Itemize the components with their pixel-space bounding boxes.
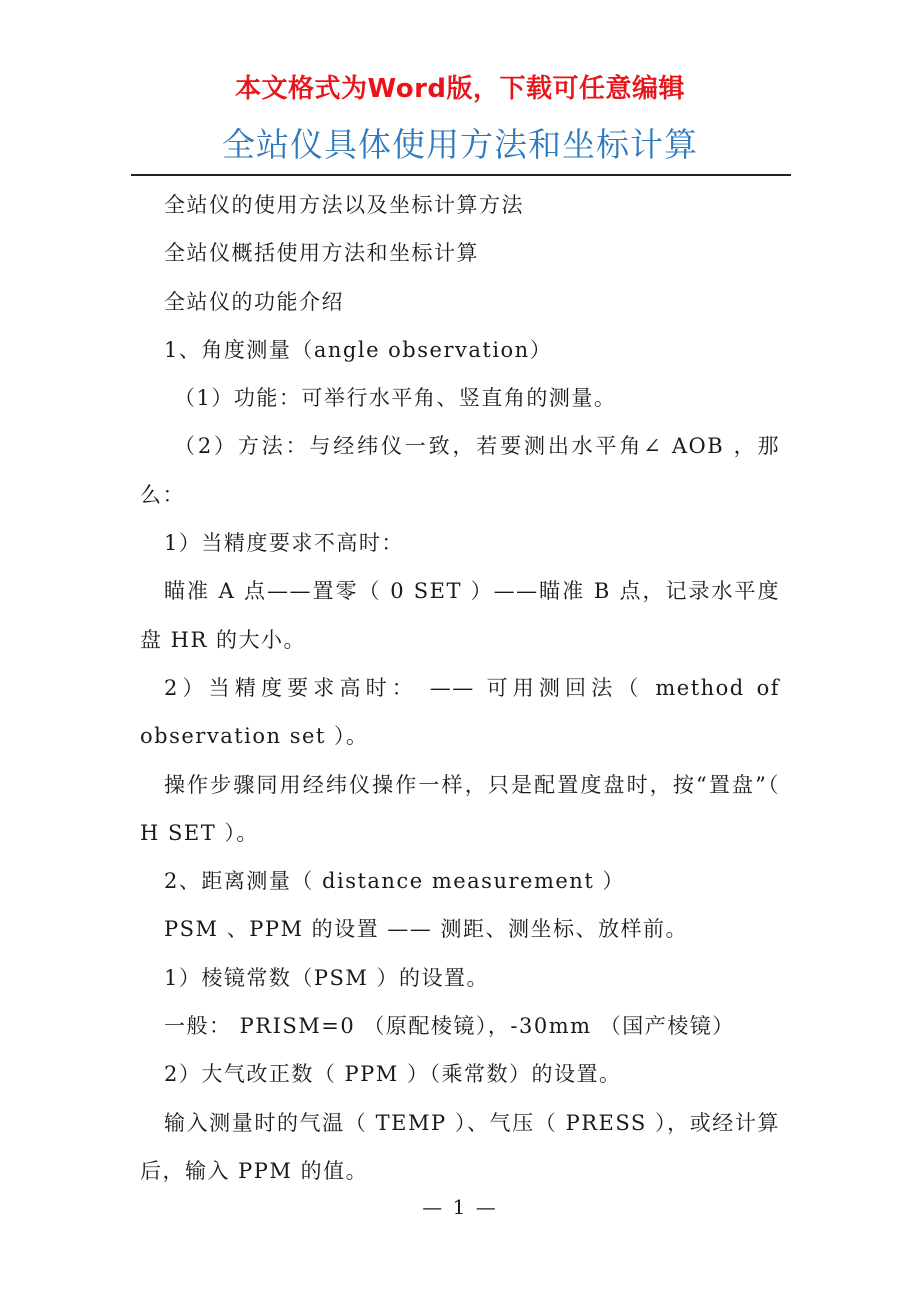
document-body <box>140 181 780 1195</box>
paragraph: （1）功能：可举行水平角、竖直角的测量。 <box>174 386 617 411</box>
paragraph: 1）当精度要求不高时： <box>164 531 404 556</box>
title-rule <box>131 174 791 176</box>
paragraph: 2）当精度要求高时： —— 可用测回法（ method of observation set ）。 <box>140 675 780 749</box>
paragraph: （2）方法：与经纬仪一致，若要测出水平角∠ AOB ，那么： <box>140 434 780 507</box>
section-heading-distance: 2、距离测量（ distance measurement ） <box>164 869 625 894</box>
paragraph: 全站仪概括使用方法和坐标计算 <box>164 241 479 266</box>
paragraph: 操作步骤同用经纬仪操作一样，只是配置度盘时，按“置盘”（ H SET ）。 <box>140 772 780 845</box>
paragraph: 1）棱镜常数（PSM ）的设置。 <box>164 965 490 990</box>
section-heading-angle: 1、角度测量（angle observation） <box>164 337 553 362</box>
page-number: — 1 — <box>422 1195 498 1219</box>
paragraph: 输入测量时的气温（ TEMP ）、气压（ PRESS ），或经计算后，输入 PPM 的值。 <box>140 1110 780 1183</box>
paragraph: PSM 、PPM 的设置 —— 测距、测坐标、放样前。 <box>164 917 688 942</box>
paragraph: 瞄准 A 点——置零（ 0 SET ）——瞄准 B 点，记录水平度盘 HR 的大小。 <box>140 579 780 652</box>
paragraph: 一般： PRISM=0 （原配棱镜），-30mm （国产棱镜） <box>164 1014 735 1039</box>
paragraph: 全站仪的功能介绍 <box>164 289 344 314</box>
paragraph: 2）大气改正数（ PPM ）（乘常数）的设置。 <box>164 1062 622 1087</box>
document-title: 全站仪具体使用方法和坐标计算 <box>222 125 698 164</box>
paragraph: 全站仪的使用方法以及坐标计算方法 <box>164 193 524 217</box>
format-notice: 本文格式为Word版，下载可任意编辑 <box>234 74 686 104</box>
